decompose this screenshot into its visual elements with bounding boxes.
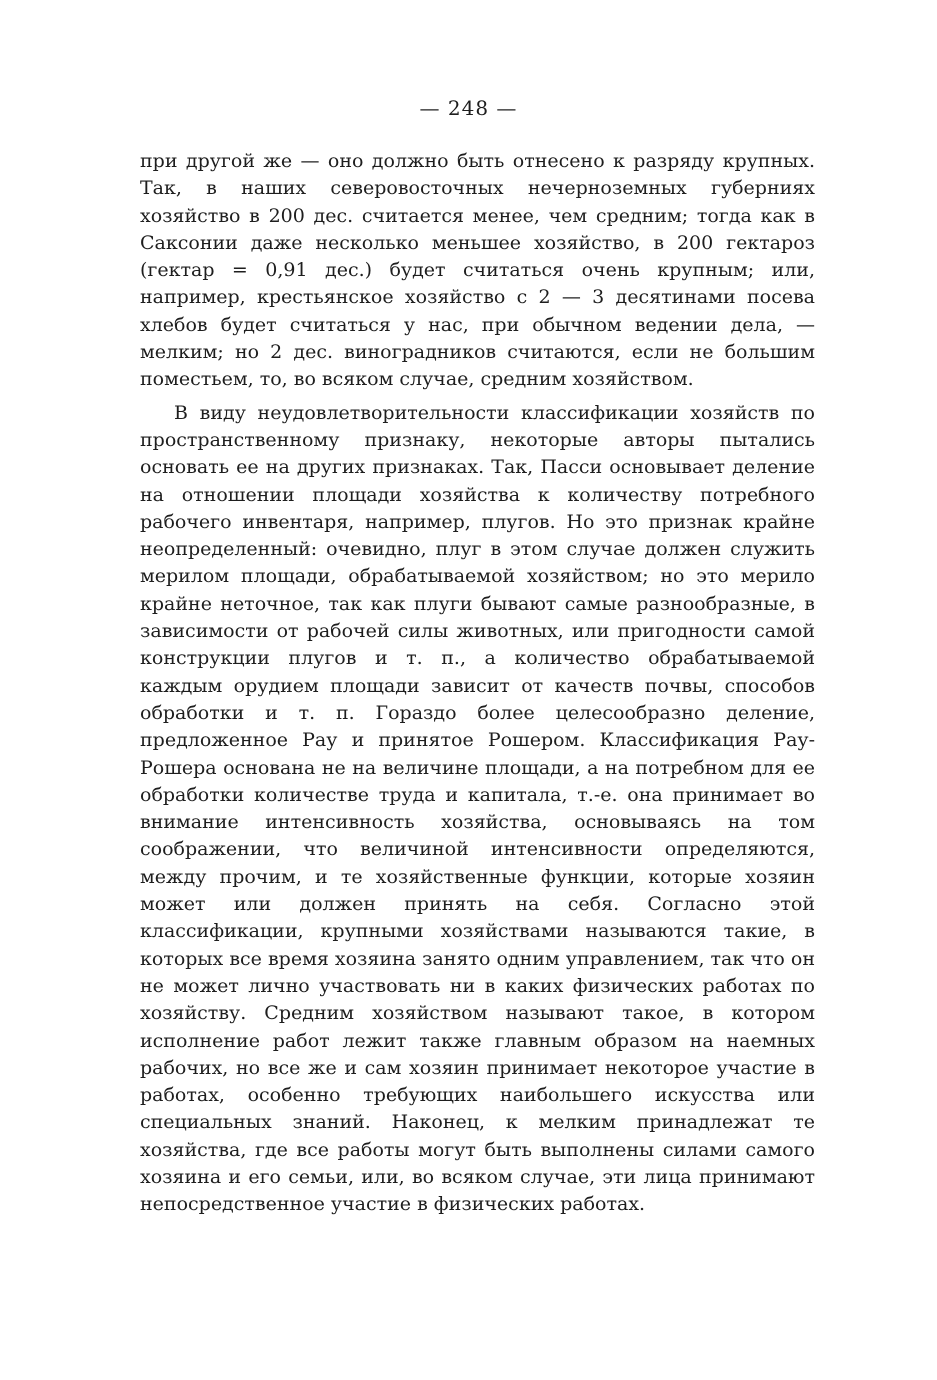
page-number: — 248 — (419, 96, 518, 120)
paragraph-classification: В виду неудовлетворительности классификации хозяйств по пространственному признаку, некоторые авторы пытались основать ее на других признаках. Так, Пасси основывает деление на отношении площади хозяйства к количеству потребного рабочего инвентаря, например, плугов. Но это признак крайне неопределенный: очевидно, плуг в этом случае должен служить мерилом площади, обрабатываемой хозяйством; но это мерило крайне неточное, так как плуги бывают самые разнообразные, в зависимости от рабочей силы животных, или пригодности самой конструкции плугов и т. п., а количество обрабатываемой каждым орудием площади зависит от качеств почвы, способов обработки и т. п. Гораздо более целесообразно деление, предложенное Рау и принятое Рошером. Классификация Рау-Рошера основана не на величине площади, а на потребном для ее обработки количестве труда и капитала, т.-е. она принимает во внимание интенсивность хозяйства, основываясь на том соображении, что величиной интенсивности определяются, между прочим, и те хозяйственные функции, которые хозяин может или должен принять на себя. Согласно этой классификации, крупными хозяйствами называются такие, в которых все время хозяина занято одним управлением, так что он не может лично участвовать ни в каких физических работах по хозяйству. Средним хозяйством называют такое, в котором исполнение работ лежит также главным образом на наемных рабочих, но все же и сам хозяин принимает некоторое участие в работах, особенно требующих наибольшего искусства или специальных знаний. Наконец, к мелким принадлежат те хозяйства, где все работы могут быть выполнены силами самого хозяина и его семьи, или, во всяком случае, эти лица принимают непосредственное участие в физических работах. (140, 401, 815, 1216)
paragraph-continuation: при другой же — оно должно быть отнесено к разряду крупных. Так, в наших северовосточных нечерноземных губерниях хозяйство в 200 дес. считается менее, чем средним; тогда как в Саксонии даже несколько меньшее хозяйство, в 200 гектароз (гектар = 0,91 дес.) будет считаться очень крупным; или, например, крестьянское хозяйство с 2 — 3 десятинами посева хлебов будет считаться у нас, при обычном ведении дела, — мелким; но 2 дес. виноградников считаются, если не большим поместьем, то, во всяком случае, средним хозяйством. (140, 150, 815, 391)
body-text (140, 148, 815, 1225)
